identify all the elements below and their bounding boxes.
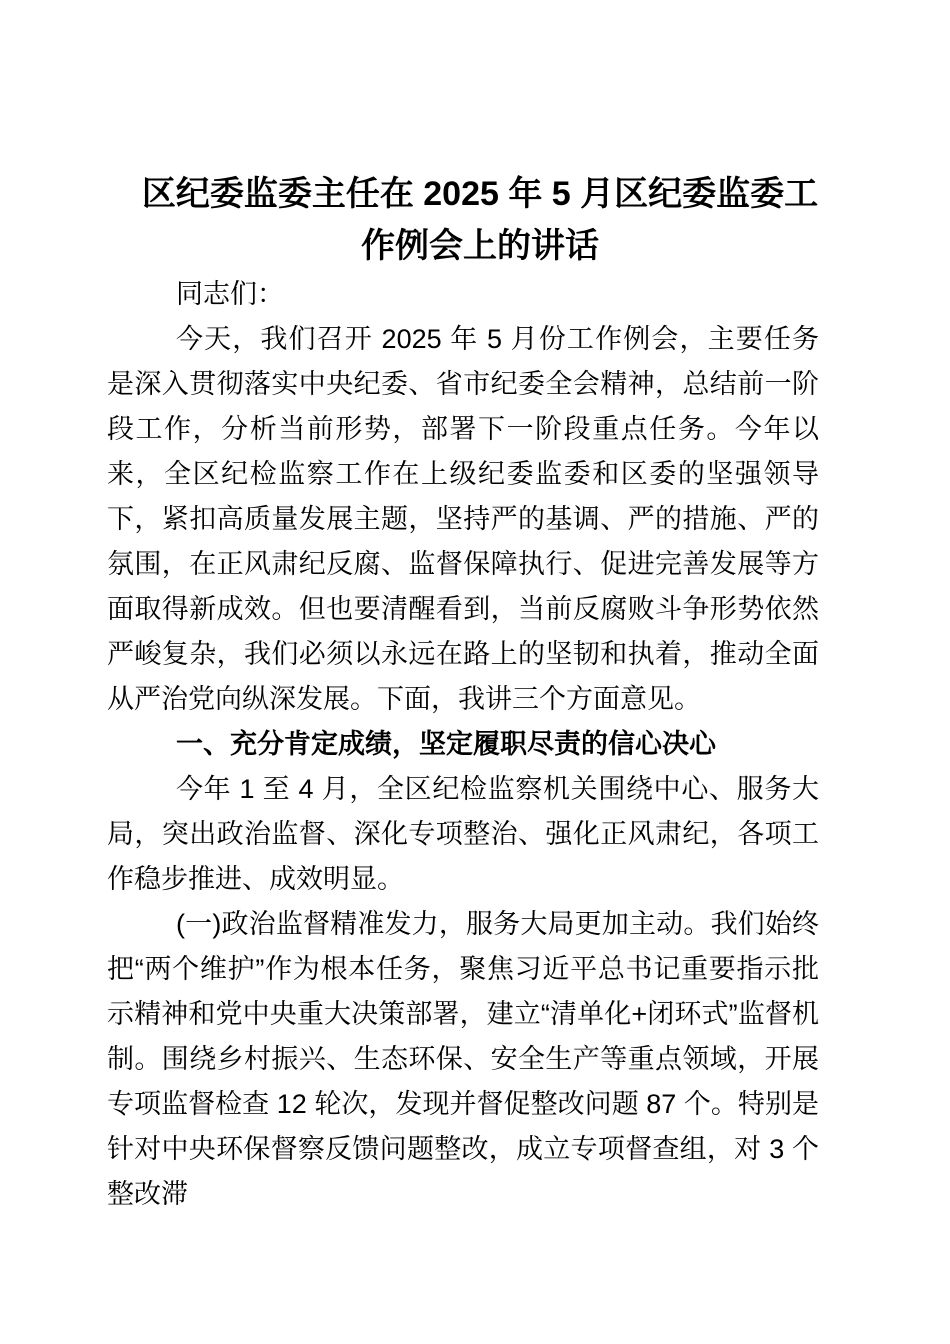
paragraph-work-summary: 今年 1 至 4 月，全区纪检监察机关围绕中心、服务大局，突出政治监督、深化专项整治、强化正风肃纪，各项工作稳步推进、成效明显。 <box>107 774 819 894</box>
document-title <box>107 168 819 272</box>
salutation: 同志们： <box>176 279 284 309</box>
section-heading-1: 一、充分肯定成绩，坚定履职尽责的信心决心 <box>176 729 716 759</box>
document-title-line-2: 作例会上的讲话 <box>361 227 599 265</box>
paragraph-political-supervision: (一)政治监督精准发力，服务大局更加主动。我们始终把“两个维护”作为根本任务，聚焦习近平总书记重要指示批示精神和党中央重大决策部署，建立“清单化+闭环式”监督机制。围绕乡村振兴、生态环保、安全生产等重点领域，开展专项监督检查 12 轮次，发现并督促整改问题 87 个。特别是针对中央环保督察反馈问题整改，成立专项督查组，对 3 个整改滞 <box>107 909 819 1209</box>
document-title-line-1: 区纪委监委主任在 2025 年 5 月区纪委监委工 <box>141 175 819 213</box>
paragraph-opening: 今天，我们召开 2025 年 5 月份工作例会，主要任务是深入贯彻落实中央纪委、省市纪委全会精神，总结前一阶段工作，分析当前形势，部署下一阶段重点任务。今年以来，全区纪检监察工作在上级纪委监委和区委的坚强领导下，紧扣高质量发展主题，坚持严的基调、严的措施、严的氛围，在正风肃纪反腐、监督保障执行、促进完善发展等方面取得新成效。但也要清醒看到，当前反腐败斗争形势依然严峻复杂，我们必须以永远在路上的坚韧和执着，推动全面从严治党向纵深发展。下面，我讲三个方面意见。 <box>107 324 819 714</box>
